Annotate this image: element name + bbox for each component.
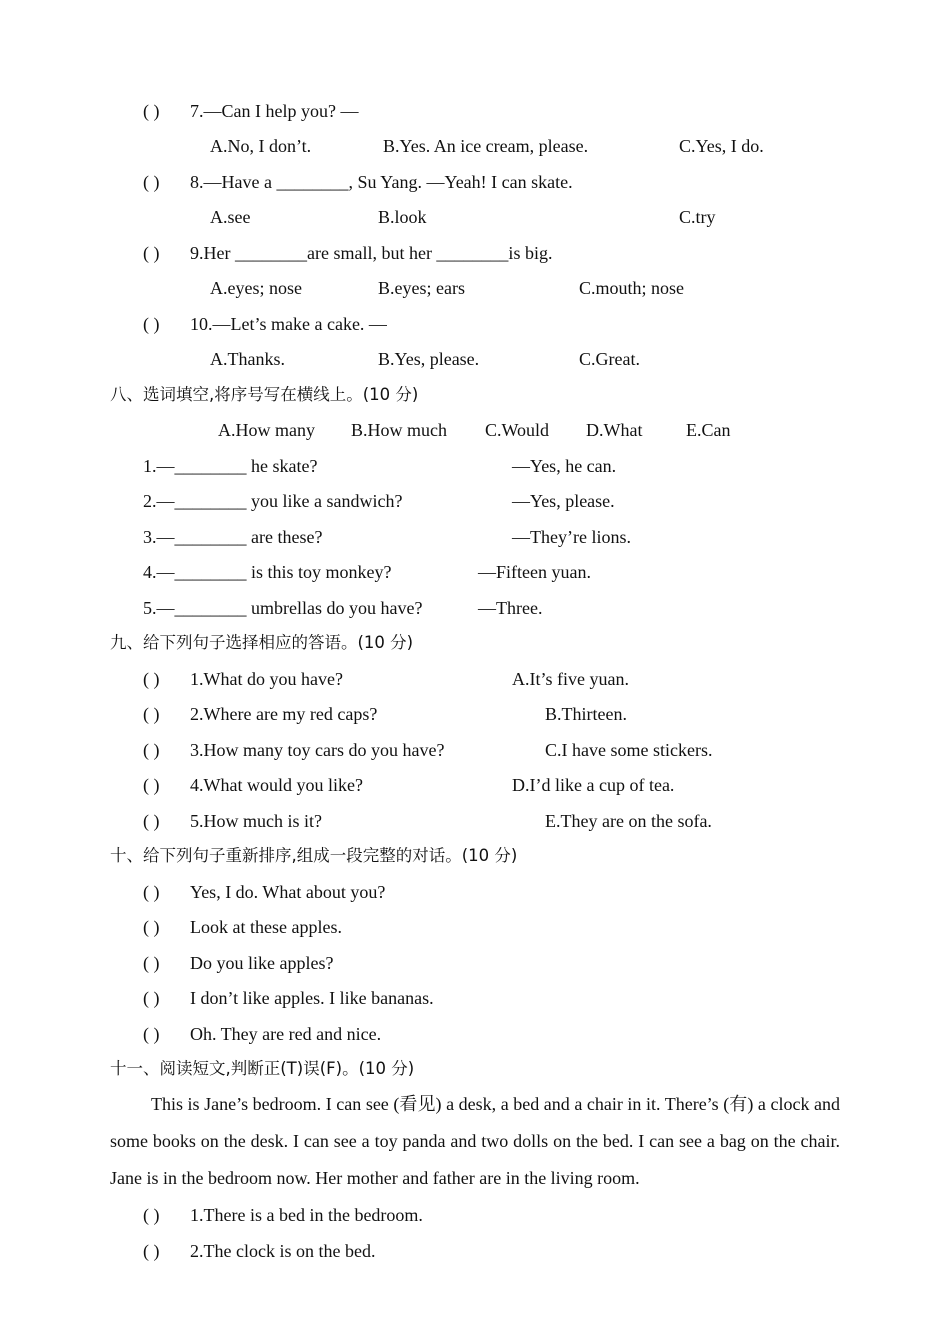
- order-sentence: Look at these apples.: [190, 917, 342, 937]
- order-sentence: Oh. They are red and nice.: [190, 1024, 382, 1044]
- section-10-heading: 十、给下列句子重新排序,组成一段完整的对话。(10 分): [110, 846, 518, 865]
- question-stem: 8.—Have a ________, Su Yang. —Yeah! I can skate.: [190, 172, 573, 192]
- answer-paren[interactable]: ( ): [143, 1241, 160, 1261]
- word-option: A.How many: [218, 420, 315, 440]
- fill-answer: —Yes, please.: [512, 491, 615, 511]
- question-stem: 10.—Let’s make a cake. —: [190, 314, 387, 334]
- answer-paren[interactable]: ( ): [143, 669, 160, 689]
- section-9-heading: 九、给下列句子选择相应的答语。(10 分): [110, 633, 414, 652]
- word-option: C.Would: [485, 420, 550, 440]
- answer-paren[interactable]: ( ): [143, 953, 160, 973]
- option-c: C.mouth; nose: [579, 278, 685, 298]
- question-stem: 7.—Can I help you? —: [190, 101, 359, 121]
- match-answer: A.It’s five yuan.: [512, 669, 629, 689]
- option-c: C.Great.: [579, 349, 640, 369]
- match-question: 2.Where are my red caps?: [190, 704, 378, 724]
- answer-paren[interactable]: ( ): [143, 740, 160, 760]
- option-c: C.try: [679, 207, 716, 227]
- fill-question[interactable]: 2.—________ you like a sandwich?: [143, 491, 403, 511]
- answer-paren[interactable]: ( ): [143, 1205, 160, 1225]
- match-answer: D.I’d like a cup of tea.: [512, 775, 675, 795]
- fill-answer: —Three.: [478, 598, 543, 618]
- match-answer: E.They are on the sofa.: [545, 811, 712, 831]
- option-a: A.No, I don’t.: [210, 136, 312, 156]
- fill-answer: —Yes, he can.: [512, 456, 617, 476]
- fill-answer: —Fifteen yuan.: [478, 562, 591, 582]
- match-question: 1.What do you have?: [190, 669, 343, 689]
- word-option: E.Can: [686, 420, 731, 440]
- section-11-heading: 十一、阅读短文,判断正(T)误(F)。(10 分): [110, 1059, 415, 1078]
- option-b: B.Yes. An ice cream, please.: [383, 136, 589, 156]
- answer-paren[interactable]: ( ): [143, 775, 160, 795]
- question-stem: 9.Her ________are small, but her ________is big.: [190, 243, 553, 263]
- reading-passage: This is Jane’s bedroom. I can see (看见) a desk, a bed and a chair in it. There’s (有) a clock and some books on the desk. I can see a toy panda and two dolls on the bed. I can see a bag on the chair. Jane is in the bedroom now. Her mother and father are in the living room.: [110, 1094, 840, 1188]
- answer-paren[interactable]: ( ): [143, 314, 160, 334]
- answer-paren[interactable]: ( ): [143, 882, 160, 902]
- word-option: D.What: [586, 420, 643, 440]
- answer-paren[interactable]: ( ): [143, 811, 160, 831]
- fill-question[interactable]: 4.—________ is this toy monkey?: [143, 562, 392, 582]
- answer-paren[interactable]: ( ): [143, 243, 160, 263]
- option-a: A.Thanks.: [210, 349, 285, 369]
- match-answer: B.Thirteen.: [545, 704, 627, 724]
- option-a: A.see: [210, 207, 251, 227]
- match-answer: C.I have some stickers.: [545, 740, 713, 760]
- order-sentence: I don’t like apples. I like bananas.: [190, 988, 434, 1008]
- option-c: C.Yes, I do.: [679, 136, 764, 156]
- judge-statement: 2.The clock is on the bed.: [190, 1241, 376, 1261]
- match-question: 4.What would you like?: [190, 775, 363, 795]
- fill-answer: —They’re lions.: [512, 527, 631, 547]
- answer-paren[interactable]: ( ): [143, 1024, 160, 1044]
- option-a: A.eyes; nose: [210, 278, 302, 298]
- option-b: B.look: [378, 207, 427, 227]
- match-question: 5.How much is it?: [190, 811, 322, 831]
- order-sentence: Do you like apples?: [190, 953, 334, 973]
- option-b: B.eyes; ears: [378, 278, 465, 298]
- judge-statement: 1.There is a bed in the bedroom.: [190, 1205, 423, 1225]
- answer-paren[interactable]: ( ): [143, 917, 160, 937]
- fill-question[interactable]: 3.—________ are these?: [143, 527, 323, 547]
- section-8-heading: 八、选词填空,将序号写在横线上。(10 分): [110, 385, 419, 404]
- answer-paren[interactable]: ( ): [143, 101, 160, 121]
- fill-question[interactable]: 1.—________ he skate?: [143, 456, 318, 476]
- word-option: B.How much: [351, 420, 447, 440]
- answer-paren[interactable]: ( ): [143, 704, 160, 724]
- match-question: 3.How many toy cars do you have?: [190, 740, 445, 760]
- option-b: B.Yes, please.: [378, 349, 480, 369]
- answer-paren[interactable]: ( ): [143, 172, 160, 192]
- answer-paren[interactable]: ( ): [143, 988, 160, 1008]
- order-sentence: Yes, I do. What about you?: [190, 882, 386, 902]
- fill-question[interactable]: 5.—________ umbrellas do you have?: [143, 598, 423, 618]
